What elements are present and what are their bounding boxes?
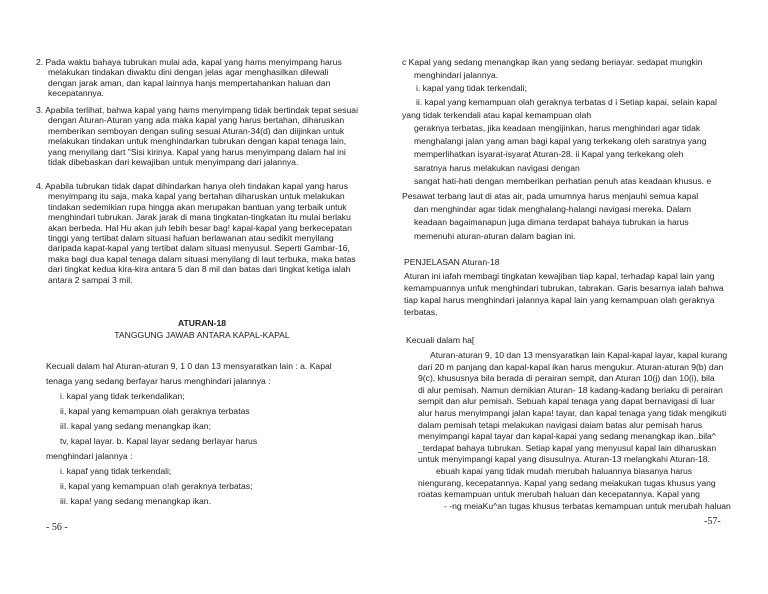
paragraph-4: 4. Apabila tubrukan tidak dapat dihindarkan hanya oleh tindakan kapal yang harus menyimpang itu saja, maka kapal yang bertahan diharuskan untuk melakukan tindakan sedemikian rupa hingga akan merupakan bantuan yang terbaik untuk menghindari tubrukan. Jarak jarak di mana tingkatan-tingkatan itu mulai berlaku akan berbeda. Hal Hu akan juh lebih besar bag! kapal-kapal yang berkecepatan tinggi yang tertibat dalam situasi hafuan berlawanan atau sedikit menyilang daripada kapat-kapal yang tertibat dalam situasi menyusul. Seperti Gambar-16, maka bagi dua kapal tenaga dalam situasi menyilang di laut terbuka, maka batas dari tingkat kedua kira-kira antara 5 dan 8 mil dan batas dari tingkat ketiga ialah antara 2 sampai 3 mil. <box>36 181 356 285</box>
text-line: Pesawat terbang laut di atas air, pada umumnya harus menjauhi semua kapal <box>402 191 699 201</box>
explanation-line: tiap kapal harus menghindari jalannya kapal lain yang kemampuan olah geraknya <box>404 295 715 305</box>
text-line: alur harus menyimpangi jalan kapa! tayar, dan kapal tenaga yang tidak mengikuti <box>418 408 727 418</box>
text-line: geraknya terbatas, jika keadaan mengijinkan, harus menghindari agar tidak <box>414 123 701 133</box>
text-line: 9(c), khususnya bila berada di perairan sempit, dan Aturan 10(j) dan 10(i), bila <box>418 373 715 384</box>
text-line: dan menghindar agar tidak menghalang-halangi navigasi mereka. Dalam <box>414 204 692 215</box>
text-line: dari 20 m panjang dan kapal-kapal ikan harus mengukur. Aturan-aturan 9(b) dan <box>418 361 724 372</box>
list-item: iii. kapa! yang sedang menangkap ikan. <box>60 496 211 506</box>
text-line: menghindari jalannya. <box>414 70 499 81</box>
list-item: i. kapal yang tidak terkendalikan; <box>60 391 185 401</box>
text-line: memenuhi aturan-aturan dalam bagian ini. <box>414 230 576 241</box>
text-line: menghalangi jalan yang aman bagi kapal yang terkekang oleh saratnya yang <box>414 136 707 147</box>
text-line: di alur pemisah. Namun demikian Aturan- 18 kadang-kadang beriaku di perairan <box>418 384 723 395</box>
text-line: sangat hati-hati dengan memberikan perhatian penuh atas keadaan khusus. e <box>414 175 712 186</box>
list-item: tv, kapal layar. b. Kapal layar sedang berlayar harus <box>60 436 258 446</box>
section-heading: ATURAN-18 <box>177 318 227 328</box>
text-line: yang tidak terkendali atau kapal kemampuan olah <box>402 109 592 120</box>
intro-line-2: tenaga yang sedang berfayar harus menghindari jalannya : <box>46 376 271 386</box>
text-line: keadaan bagaimanapun juga dimana terdapat bahaya tubrukan ia harus <box>414 217 689 228</box>
paragraph-3: 3. Apabila terlihat, bahwa kapal yang hams menyimpang tidak bertindak tepat sesuai dengan Aturan-Aturan yang ada maka kapal yang harus bertahan, diharuskan memberikan semboyan dengan suling sesuai Aturan-34(d) dan diijinkan untuk melakukan tindakan untuk menghindarkan tubrukan dengan kapal tenaga lain, yang menyilang dart "Sisi kirinya. Kapal yang harus menyimpang dalam hal ini tidak dibebaskan dari kewajiban untuk menyimpang dari jalannya. <box>36 105 358 168</box>
explanation-line: Aturan ini iafah membagi tingkatan kewajiban tiap kapal, terhadap kapal lain yang <box>404 271 715 281</box>
explanation-line: terbatas, <box>404 307 438 317</box>
text-line: _terdapat bahaya tubrukan. Setiap kapal yang menyusul kapal lain diharuskan <box>418 442 717 453</box>
intro-line-1: Kecuali dalam hal Aturan-aturan 9, 1 0 dan 13 mensyaratkan lain : a. Kapal <box>46 361 332 371</box>
text-line: menyimpangi kapal tayar dan kapal-kapai yang sedang menangkap ikan..bila^ <box>418 431 716 442</box>
list-item: ii, kapal yang kemampuan o!ah geraknya terbatas; <box>60 481 253 491</box>
text-line: roatas kemampuan untuk merubah haluan dan kecepatannya. Kapal yang <box>418 489 700 500</box>
except-heading: Kecuali dalam ha[ <box>406 335 475 345</box>
text-line: memperlihatkan isyarat-isyarat Aturan-28. ii Kapal yang terkekang oleh <box>414 149 684 160</box>
section-subheading: TANGGUNG JAWAB ANTARA KAPAL-KAPAL <box>114 330 290 340</box>
list-item: iiI. kapal yang sedang menangkap ikan; <box>60 421 211 431</box>
explanation-line: kemampuannya unfuk menghindari tubrukan, tabrakan. Garis besarnya ialah bahwa <box>404 283 724 293</box>
text-line: niengurang, kecepatannya. Kapal yang sedang meiakukan tugas khusus yang <box>418 477 716 488</box>
text-line: Aturan-aturan 9, 10 dan 13 mensyaratkan lain Kapal-kapal layar, kapal kurang <box>430 350 728 360</box>
right-page <box>384 0 768 594</box>
page-number-left: - 56 - <box>46 522 68 533</box>
explanation-heading: PENJELASAN Aturan-18 <box>404 257 500 267</box>
text-line: dalam pemisah tetapi melakukan navigasi daiam batas alur pemisah harus <box>418 419 703 430</box>
list-item: i. kapaf yang tidak terkendali; <box>60 466 172 476</box>
list-item: ii, kapal yang kemampuan olah geraknya terbatas <box>60 406 250 416</box>
text-line: ii. kapal yang kemampuan olah geraknya terbatas d i Setiap kapai, selain kapal <box>416 96 717 107</box>
text-line: sempit dan alur pemisah. Sebuah kapal tenaga yang dapat bernavigasi di luar <box>418 396 715 407</box>
mid-line: menghindari jalannya : <box>46 451 133 461</box>
text-line: - -ng meiaKu^an tugas khusus terbatas kemampuan untuk merubah haluan <box>444 500 731 511</box>
paragraph-2: 2. Pada waktu bahaya tubrukan mulai ada, kapal yang hams menyimpang harus melakukan tindakan diwaktu dini dengan jelas agar menghasilkan dilewali dengan jarak aman, dan kapal lainnya hanjs mempertahankan haluan dan kecepatannya. <box>36 57 342 99</box>
text-line: saratnya harus melakukan navigasi dengan <box>414 162 580 173</box>
text-line: c Kapal yang sedang menangkap ikan yang sedang beriayar. sedapat mungkin <box>402 57 703 67</box>
text-line: i. kapal yang tidak terkendali; <box>416 83 527 94</box>
text-line: ebuah kapai yang tidak mudah merubah haluannya biasanya harus <box>436 466 693 476</box>
text-line: untuk menyimpangi kapal yang disusulnya. Aturan-13 melangkahi Aturan-18. <box>418 454 710 465</box>
page-number-right: -57- <box>704 516 721 527</box>
